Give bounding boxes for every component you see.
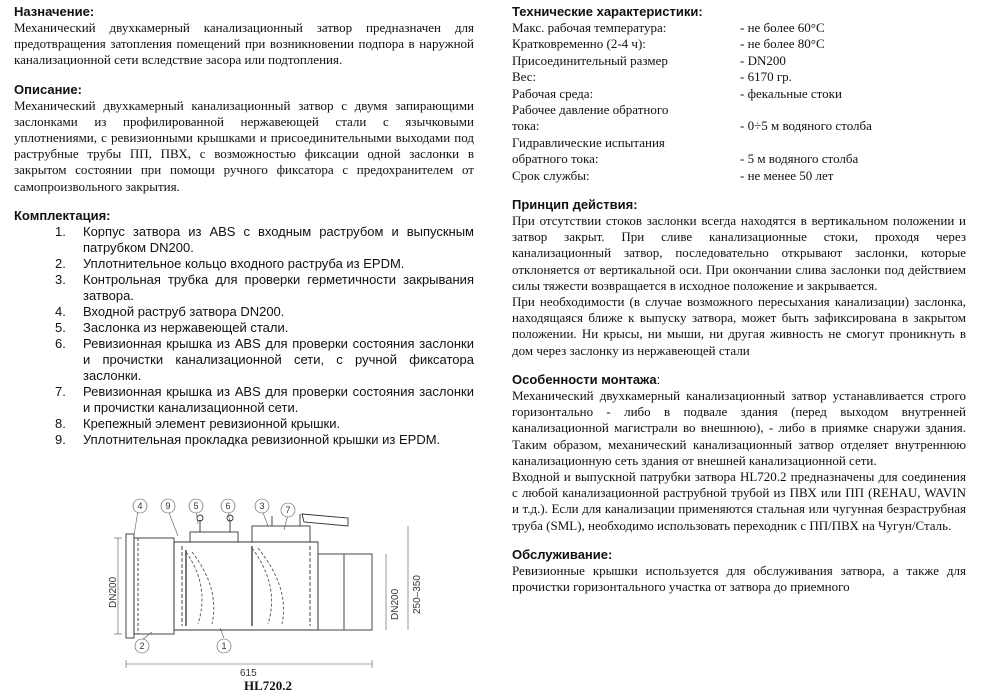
description-heading: Описание: [14,81,82,97]
spec-row: Рабочая среда: - фекальные стоки [512,85,842,101]
label-1: 1 [221,641,227,651]
spec-row: обратного тока: - 5 м водяного столба [512,151,859,167]
flaps [186,546,284,626]
label-9: 9 [165,501,171,511]
inlet-socket [126,534,174,638]
label-2: 2 [139,641,145,651]
purpose-heading: Назначение: [14,4,95,19]
service-heading: Обслуживание: [512,546,613,562]
specs-heading: Технические характеристики: [512,4,703,19]
kit-item: 3. Контрольная трубка для проверки герметичности закрывания затвора. [55,271,474,303]
principle-text-1: При отсутствии стоков заслонки всегда находятся в вертикальном положении и затвор закрыт. При сливе канализационные стоки, проходя через канализационный затвор, последовательно открывают заслонки, которые отклоняется от вертикальной оси. При окончании слива заслонки под действием силы тяжести возвращается в исходное положение и закрывается. [512,213,966,293]
spec-row: Кратковременно (2-4 ч): - не более 80°С [512,36,825,52]
label-3: 3 [259,501,265,511]
valve-body [174,514,348,630]
dimensions [114,526,408,668]
kit-item: 7. Ревизионная крышка из ABS для проверки состояния заслонки и прочистки канализационной сети. [55,383,474,415]
spec-row: Срок службы: - не менее 50 лет [512,167,834,183]
kit-item: 4. Входной раструб затвора DN200. [55,303,285,319]
dim-dn200-outlet: DN200 [390,588,401,620]
specs-table [512,20,872,184]
principle-heading: Принцип действия: [512,197,638,213]
principle-text-2: При необходимости (в случае возможного пересыхания канализации) заслонка, находящаяся ближе к выпуску затвора, может быть зафиксирована в закрытом положении. Ни крысы, ни мыши, ни другая живность не смогут проникнуть в дом через заслонку из нержавеющей стали [512,294,966,358]
left-column [14,4,474,448]
dim-length: 615 [240,668,257,679]
spec-row: Рабочее давление обратного [512,102,669,118]
spec-row: Макс. рабочая температура: - не более 60°С [512,20,825,35]
mounting-text-2: Входной и выпускной патрубки затвора HL720.2 предназначены для соединения с любой канализационной раструбной трубой из ПВХ или ПП (REHAU, WAVIN и т.д.). Если для канализации применяются стальная или чугунная безраструбная труба (SML), необходимо использовать переходник с ПП/ПВХ на Чугун/Сталь. [512,468,966,533]
purpose-text: Механический двухкамерный канализационный затвор предназначен для предотвращения затопления помещений при возникновении подпора в наружной канализационной сети вследствие засора или подтопления. [14,20,474,68]
kit-item: 2. Уплотнительное кольцо входного раструба из EPDM. [55,255,405,271]
description-text: Механический двухкамерный канализационный затвор с двумя запирающими заслонками из профилированной нержавеющей стали с язычковыми уплотнениями, с ревизионными крышками и присоединительными выходами под раструбные трубы ПП, ПВХ, с возможностью фиксации одной заслонки в закрытом состоянии при помощи ручного фиксатора с предохранителем от самопроизвольного закрытия. [14,97,474,194]
mounting-heading: Особенности монтажа: [512,371,661,387]
label-7: 7 [285,505,291,515]
kit-item: 9. Уплотнительная прокладка ревизионной крышки из EPDM. [55,431,441,447]
kit-item: 8. Крепежный элемент ревизионной крышки. [55,415,341,431]
outlet-pipe [318,554,372,630]
service-text: Ревизионные крышки используется для обслуживания затвора, а также для прочистки горизонтального участка от затвора до приемного [512,562,966,594]
model-caption: HL720.2 [244,678,293,693]
label-5: 5 [193,501,199,511]
dim-height: 250–350 [412,575,423,614]
technical-drawing [108,496,428,679]
kit-heading: Комплектация: [14,207,111,223]
spec-row: Гидравлические испытания [512,134,665,150]
mounting-text-1: Механический двухкамерный канализационный затвор устанавливается строго горизонтально - либо в подвале здания (перед выходом внутренней канализационной магистрали во внешнюю), - либо в приямке снаружи здания. Таким образом, механический канализационный затвор отделяет внутреннюю канализационную сеть здания от внешней канализационной сети. [512,387,966,468]
label-6: 6 [225,501,231,511]
kit-item: 6. Ревизионная крышка из ABS для проверки состояния заслонки и прочистки канализационной сети, с ручной фиксатора заслонки. [55,335,474,383]
dim-dn200-inlet: DN200 [108,576,119,608]
kit-list [14,224,474,448]
right-column [512,4,966,595]
kit-item: 1. Корпус затвора из ABS с входным раструбом и выпускным патрубком DN200. [55,223,474,255]
label-4: 4 [137,501,143,511]
spec-row: тока: - 0÷5 м водяного столба [512,118,872,134]
spec-row: Присоединительный размер - DN200 [512,52,786,68]
spec-row: Вес: - 6170 гр. [512,69,792,85]
kit-item: 5. Заслонка из нержавеющей стали. [55,319,289,335]
